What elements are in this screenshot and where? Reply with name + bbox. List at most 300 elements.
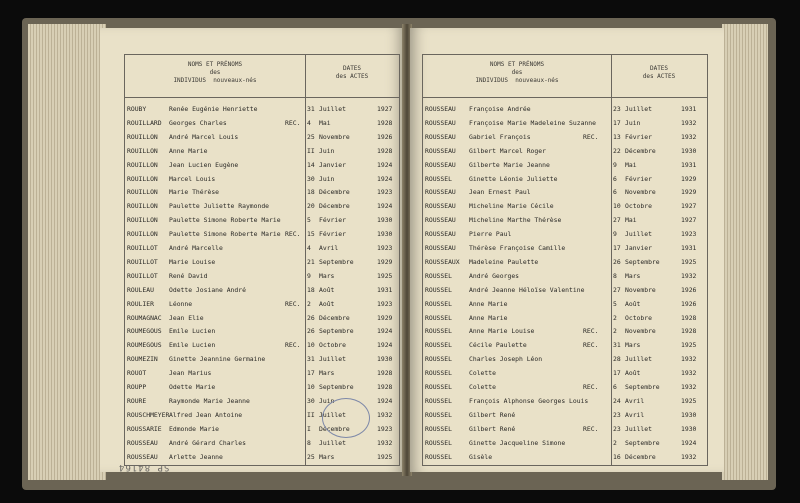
entry-given-names: Jean Elie — [169, 313, 204, 322]
register-entry — [125, 131, 399, 146]
register-entry — [125, 312, 399, 327]
entry-surname: ROULIER — [127, 299, 154, 308]
header-divider — [125, 97, 399, 98]
header-des: des — [209, 69, 221, 76]
entry-day: 27 — [613, 216, 621, 225]
register-entry — [125, 228, 399, 243]
entry-given-names: Françoise Marie Madeleine Suzanne — [469, 118, 596, 127]
entry-year: 1932 — [681, 355, 697, 364]
entry-year: 1924 — [377, 174, 393, 183]
entry-month: Octobre — [625, 313, 652, 322]
register-entry — [423, 186, 707, 201]
entry-surname: ROUILLON — [127, 230, 158, 239]
entry-given-names: Anne Marie Louise — [469, 327, 535, 336]
entry-day: 4 — [307, 118, 311, 127]
entry-given-names: Gilbert Marcel Roger — [469, 146, 546, 155]
entry-year: 1923 — [377, 244, 393, 252]
entry-surname: ROUILLON — [127, 202, 158, 211]
entry-surname: ROUILLON — [127, 216, 158, 225]
register-entry — [423, 117, 707, 132]
entry-surname: ROUSSEL — [425, 355, 452, 364]
entry-surname: ROUSSEL — [425, 327, 452, 336]
entry-given-names: Raymonde Marie Jeanne — [169, 396, 250, 405]
entry-year: 1932 — [681, 271, 697, 280]
entry-day: 26 — [307, 327, 315, 336]
header-individus: INDIVIDUS — [173, 77, 206, 84]
entry-month: Mars — [319, 271, 335, 280]
entry-day: 17 — [613, 118, 621, 127]
entry-given-names: Georges Charles — [169, 118, 227, 127]
entry-month: Mars — [319, 452, 335, 461]
register-entry — [423, 437, 707, 452]
register-entry — [423, 367, 707, 382]
entry-surname: ROUSSEL — [425, 299, 452, 308]
entry-month: Décembre — [319, 313, 350, 322]
register-entry — [125, 117, 399, 132]
entry-surname: ROUSSEL — [425, 452, 452, 461]
entry-surname: ROUSSEL — [425, 424, 452, 433]
register-entry — [125, 270, 399, 285]
entry-surname: ROUSSEL — [425, 271, 452, 280]
entry-year: 1931 — [681, 105, 697, 113]
entry-surname: ROURE — [127, 396, 147, 405]
entry-day: 8 — [613, 271, 617, 280]
register-entry — [423, 173, 707, 188]
entry-day: 6 — [613, 383, 617, 391]
entry-surname: ROUSSEAU — [127, 438, 158, 447]
entry-given-names: Edmonde Marie — [169, 424, 220, 433]
register-entry — [125, 214, 399, 229]
margin-code: SP 84164 — [118, 462, 170, 472]
entry-day: 26 — [613, 257, 621, 266]
entry-given-names: Pierre Paul — [469, 230, 512, 239]
entry-surname: ROUMEGOUS — [127, 327, 162, 336]
entry-year: 1923 — [377, 424, 393, 433]
register-entry — [423, 200, 707, 215]
entry-year: 1932 — [377, 438, 393, 447]
entry-given-names: Odette Josiane André — [169, 285, 246, 294]
entry-surname: ROUSSEL — [425, 410, 452, 419]
left-page-edges — [28, 24, 106, 480]
entry-day: 17 — [613, 244, 621, 252]
entry-surname: ROUSSEAU — [425, 118, 456, 127]
entry-year: 1932 — [377, 410, 393, 419]
register-entry — [125, 339, 399, 354]
entry-surname: ROUILLON — [127, 146, 158, 155]
entry-given-names: Jean Marius — [169, 369, 212, 378]
entry-day: 30 — [307, 174, 315, 183]
entry-given-names: Anne Marie — [469, 299, 508, 308]
entry-surname: ROUSSEAU — [425, 132, 456, 141]
entry-month: Octobre — [625, 202, 652, 211]
entry-day: 5 — [307, 216, 311, 225]
entry-surname: ROUSSEL — [425, 174, 452, 183]
entry-day: 13 — [613, 132, 621, 141]
header-divider — [423, 97, 707, 98]
entry-given-names: Gilberte Marie Jeanne — [469, 160, 550, 169]
entry-given-names: Ginette Jeannine Germaine — [169, 355, 266, 364]
entry-surname: ROUSSEL — [425, 369, 452, 378]
entry-day: 10 — [613, 202, 621, 211]
entry-given-names: François Alphonse Georges Louis — [469, 396, 589, 405]
entry-surname: ROUILLON — [127, 174, 158, 183]
entry-surname: ROUSCHMEYER — [127, 410, 170, 419]
entry-surname: ROUILLOT — [127, 244, 158, 252]
register-entry — [423, 228, 707, 243]
entry-day: 18 — [307, 285, 315, 294]
names-column-header — [125, 61, 305, 85]
entry-month: Juillet — [319, 438, 346, 447]
entry-given-names: André Georges — [469, 271, 520, 280]
entry-day: 4 — [307, 244, 311, 252]
header-des: des — [511, 69, 523, 76]
entry-month: Juin — [319, 174, 335, 183]
header-dates: DATES — [342, 65, 362, 72]
entry-month: Septembre — [319, 327, 354, 336]
register-entry — [423, 312, 707, 327]
entry-note: REC. — [583, 327, 599, 336]
entry-surname: ROUSSEL — [425, 383, 452, 391]
entry-year: 1924 — [377, 396, 393, 405]
entry-month: Mai — [625, 216, 637, 225]
entry-year: 1923 — [377, 188, 393, 197]
entry-surname: ROUSSEAU — [425, 188, 456, 197]
entry-month: Octobre — [319, 341, 346, 350]
entry-day: 5 — [613, 299, 617, 308]
entry-day: 27 — [613, 285, 621, 294]
entry-note: REC. — [583, 132, 599, 141]
entry-year: 1930 — [681, 146, 697, 155]
entry-day: 16 — [613, 452, 621, 461]
entry-day: I — [307, 424, 311, 433]
entry-day: 2 — [613, 438, 617, 447]
entry-day: 17 — [613, 369, 621, 378]
entry-note: REC. — [285, 299, 301, 308]
entry-month: Février — [625, 132, 652, 141]
entry-month: Septembre — [319, 257, 354, 266]
entry-year: 1930 — [681, 424, 697, 433]
entry-year: 1924 — [681, 438, 697, 447]
register-entry — [125, 103, 399, 118]
entry-day: 28 — [613, 355, 621, 364]
entry-month: Décembre — [625, 146, 656, 155]
entry-given-names: Colette — [469, 383, 496, 391]
entry-year: 1927 — [681, 216, 697, 225]
entry-month: Septembre — [319, 383, 354, 391]
entry-year: 1930 — [377, 355, 393, 364]
register-entry — [423, 103, 707, 118]
entry-month: Avril — [625, 410, 645, 419]
entry-month: Mars — [625, 271, 641, 280]
register-entry — [423, 381, 707, 396]
entry-year: 1925 — [377, 271, 393, 280]
entry-surname: ROUPP — [127, 383, 147, 391]
entry-note: REC. — [285, 230, 301, 239]
entry-note: REC. — [285, 118, 301, 127]
entry-month: Décembre — [319, 202, 350, 211]
entry-year: 1931 — [681, 244, 697, 252]
entry-month: Avril — [625, 396, 645, 405]
register-entry — [125, 353, 399, 368]
header-individus: INDIVIDUS — [475, 77, 508, 84]
entry-month: Août — [625, 299, 641, 308]
entry-year: 1930 — [377, 216, 393, 225]
entry-given-names: Emile Lucien — [169, 327, 216, 336]
entry-month: Septembre — [625, 257, 660, 266]
entry-month: Juin — [319, 146, 335, 155]
entry-year: 1924 — [377, 327, 393, 336]
entry-given-names: Micheline Marie Cécile — [469, 202, 554, 211]
entry-month: Mai — [319, 118, 331, 127]
entry-note: REC. — [285, 341, 301, 350]
entry-month: Novembre — [625, 285, 656, 294]
entry-surname: ROUILLARD — [127, 118, 162, 127]
entry-given-names: Alfred Jean Antoine — [169, 410, 243, 419]
register-entry — [125, 242, 399, 257]
entry-year: 1925 — [681, 257, 697, 266]
entry-surname: ROUMAGNAC — [127, 313, 162, 322]
register-entry — [125, 145, 399, 160]
register-entry — [423, 395, 707, 410]
entry-month: Décembre — [625, 452, 656, 461]
entry-month: Novembre — [625, 188, 656, 197]
entry-given-names: Anne Marie — [469, 313, 508, 322]
entry-given-names: Ginette Jacqueline Simone — [469, 438, 566, 447]
register-entry — [423, 256, 707, 271]
entry-day: 31 — [307, 105, 315, 113]
entry-note: REC. — [583, 341, 599, 350]
entry-surname: ROUSSEAU — [425, 105, 456, 113]
entry-year: 1932 — [681, 118, 697, 127]
dates-column-header — [305, 65, 399, 81]
entry-given-names: Ginette Léonie Juliette — [469, 174, 558, 183]
right-page-edges — [722, 24, 768, 480]
entry-day: 30 — [307, 396, 315, 405]
entry-surname: ROUSSEL — [425, 285, 452, 294]
entry-year: 1925 — [681, 341, 697, 350]
register-entry — [423, 451, 707, 466]
entry-given-names: Paulette Juliette Raymonde — [169, 202, 270, 211]
entry-surname: ROUILLON — [127, 160, 158, 169]
entry-surname: ROUBY — [127, 105, 147, 113]
entry-given-names: André Gérard Charles — [169, 438, 246, 447]
entry-given-names: Marie Louise — [169, 257, 216, 266]
header-actes: des ACTES — [335, 73, 369, 80]
entry-given-names: Anne Marie — [169, 146, 208, 155]
entry-year: 1929 — [377, 313, 393, 322]
entry-year: 1929 — [681, 188, 697, 197]
entry-month: Décembre — [319, 424, 350, 433]
entry-month: Juillet — [625, 424, 652, 433]
entry-surname: ROUSSEL — [425, 396, 452, 405]
entry-year: 1931 — [681, 160, 697, 169]
entry-given-names: André Marcel Louis — [169, 132, 239, 141]
entry-month: Janvier — [319, 160, 346, 169]
entry-surname: ROUILLOT — [127, 271, 158, 280]
entry-day: 23 — [613, 105, 621, 113]
entry-month: Juillet — [625, 230, 652, 239]
entry-month: Juillet — [625, 105, 652, 113]
header-dates: DATES — [649, 65, 669, 72]
entry-month: Novembre — [625, 327, 656, 336]
entry-given-names: Cécile Paulette — [469, 341, 527, 350]
register-entry — [423, 284, 707, 299]
entry-month: Février — [319, 230, 346, 239]
entry-day: 17 — [307, 369, 315, 378]
register-entry — [125, 325, 399, 340]
entry-given-names: Françoise Andrée — [469, 105, 531, 113]
entry-surname: ROUILLON — [127, 188, 158, 197]
entry-given-names: Léonne — [169, 299, 193, 308]
entry-month: Mars — [319, 369, 335, 378]
entry-day: 10 — [307, 341, 315, 350]
names-column-header — [423, 61, 611, 85]
entry-month: Juillet — [319, 105, 346, 113]
entry-given-names: Gilbert René — [469, 410, 516, 419]
entry-day: 31 — [307, 355, 315, 364]
entry-month: Juillet — [319, 355, 346, 364]
header-individus-line — [125, 77, 305, 85]
entry-year: 1924 — [377, 202, 393, 211]
entry-month: Décembre — [319, 188, 350, 197]
register-entry — [423, 325, 707, 340]
entry-day: 22 — [613, 146, 621, 155]
entry-year: 1928 — [681, 327, 697, 336]
header-actes: des ACTES — [642, 73, 676, 80]
entry-given-names: Emile Lucien — [169, 341, 216, 350]
entry-given-names: Charles Joseph Léon — [469, 355, 543, 364]
entry-note: REC. — [583, 383, 599, 391]
register-entry — [423, 409, 707, 424]
entry-month: Août — [625, 369, 641, 378]
entry-year: 1929 — [377, 257, 393, 266]
entry-month: Mars — [625, 341, 641, 350]
entry-surname: ROUMEZIN — [127, 355, 158, 364]
entry-given-names: Jean Ernest Paul — [469, 188, 531, 197]
register-entry — [125, 200, 399, 215]
entry-year: 1930 — [681, 410, 697, 419]
entry-month: Février — [319, 216, 346, 225]
entry-day: 31 — [613, 341, 621, 350]
entry-month: Novembre — [319, 132, 350, 141]
entry-year: 1932 — [681, 452, 697, 461]
register-entry — [125, 159, 399, 174]
entry-surname: ROUSSEAU — [425, 230, 456, 239]
entry-given-names: Odette Marie — [169, 383, 216, 391]
entry-given-names: Paulette Simone Roberte Marie — [169, 230, 281, 239]
register-entry — [125, 381, 399, 396]
entry-given-names: Renée Eugénie Henriette — [169, 105, 258, 113]
entry-given-names: Madeleine Paulette — [469, 257, 539, 266]
entry-day: 25 — [307, 132, 315, 141]
dates-column-header — [611, 65, 707, 81]
register-entry — [423, 214, 707, 229]
register-entry — [423, 298, 707, 313]
entry-given-names: André Jeanne Héloïse Valentine — [469, 285, 585, 294]
entry-day: II — [307, 410, 315, 419]
entry-month: Mai — [625, 160, 637, 169]
register-entry — [125, 284, 399, 299]
right-page — [410, 28, 724, 472]
entry-day: 6 — [613, 188, 617, 197]
header-individus-line — [423, 77, 611, 85]
register-entry — [423, 131, 707, 146]
entry-given-names: René David — [169, 271, 208, 280]
entry-day: 10 — [307, 383, 315, 391]
entry-given-names: Gabriel François — [469, 132, 531, 141]
entry-surname: ROUSSARIE — [127, 424, 162, 433]
entry-surname: ROULEAU — [127, 285, 154, 294]
register-entry — [423, 353, 707, 368]
entry-surname: ROUSSEAU — [425, 202, 456, 211]
register-entry — [125, 186, 399, 201]
entry-month: Janvier — [625, 244, 652, 252]
entry-surname: ROUSSEAUX — [425, 257, 460, 266]
entry-surname: ROUILLON — [127, 132, 158, 141]
entry-year: 1932 — [681, 369, 697, 378]
entry-given-names: Marie Thérèse — [169, 188, 220, 197]
entry-surname: ROUILLOT — [127, 257, 158, 266]
entry-given-names: André Marcelle — [169, 244, 223, 252]
entry-day: 8 — [307, 438, 311, 447]
register-entry — [125, 367, 399, 382]
entry-given-names: Jean Lucien Eugène — [169, 160, 239, 169]
header-noms: NOMS ET PRÉNOMS — [187, 61, 243, 68]
entry-month: Août — [319, 299, 335, 308]
entry-year: 1924 — [377, 341, 393, 350]
entry-year: 1928 — [377, 118, 393, 127]
entry-year: 1926 — [681, 299, 697, 308]
entry-year: 1928 — [377, 383, 393, 391]
entry-day: 2 — [613, 327, 617, 336]
register-entry — [125, 437, 399, 452]
entry-year: 1931 — [377, 285, 393, 294]
register-entry — [423, 242, 707, 257]
entry-day: 23 — [613, 424, 621, 433]
entry-year: 1930 — [377, 230, 393, 239]
entry-year: 1928 — [681, 313, 697, 322]
register-entry — [423, 339, 707, 354]
right-register-table — [422, 54, 708, 466]
entry-year: 1928 — [377, 369, 393, 378]
entry-year: 1928 — [377, 146, 393, 155]
entry-year: 1926 — [377, 132, 393, 141]
left-page — [100, 28, 404, 472]
entry-surname: ROUSSEL — [425, 341, 452, 350]
entry-surname: ROUSSEAU — [425, 244, 456, 252]
entry-year: 1929 — [681, 174, 697, 183]
entry-surname: ROUOT — [127, 369, 147, 378]
entry-given-names: Gisèle — [469, 452, 493, 461]
entry-day: 6 — [613, 174, 617, 183]
entry-day: 20 — [307, 202, 315, 211]
entry-day: 18 — [307, 188, 315, 197]
entry-year: 1932 — [681, 383, 697, 391]
entry-month: Août — [319, 285, 335, 294]
register-entry — [125, 298, 399, 313]
entry-given-names: Gilbert René — [469, 424, 516, 433]
entry-month: Juin — [625, 118, 641, 127]
entry-surname: ROUSSEAU — [425, 216, 456, 225]
entry-day: 25 — [307, 452, 315, 461]
entry-given-names: Marcel Louis — [169, 174, 216, 183]
entry-year: 1924 — [377, 160, 393, 169]
entry-day: 24 — [613, 396, 621, 405]
entry-day: 21 — [307, 257, 315, 266]
entry-surname: ROUSSEAU — [127, 452, 158, 461]
entry-month: Septembre — [625, 438, 660, 447]
entry-day: II — [307, 146, 315, 155]
